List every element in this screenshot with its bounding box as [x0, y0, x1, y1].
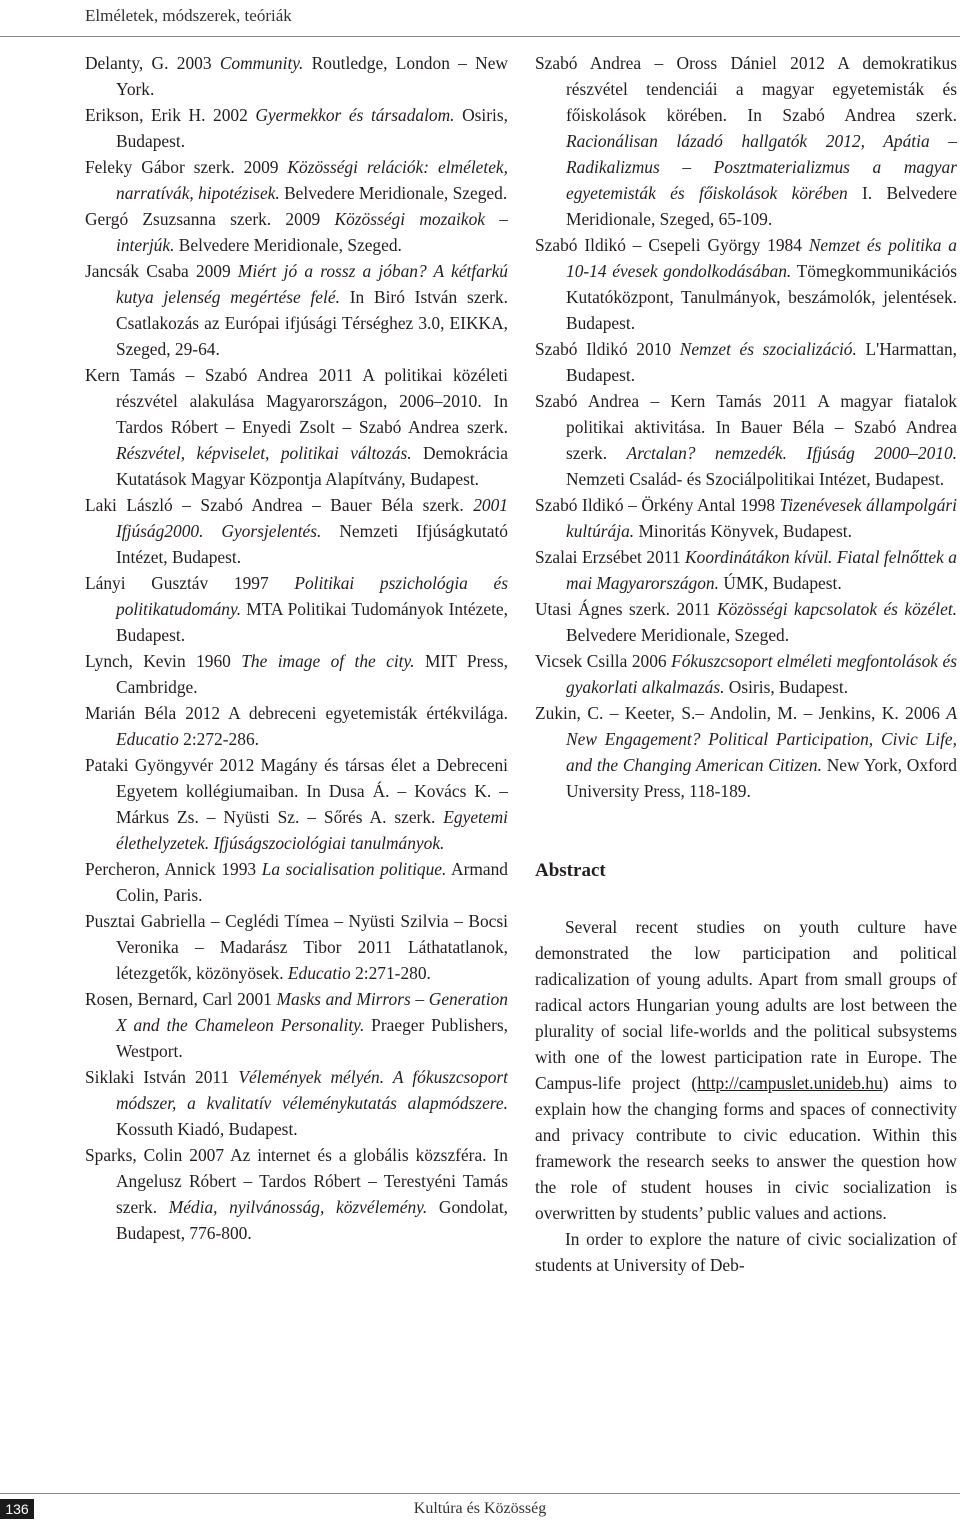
reference-title: Masks and Mirrors – Generation X and the Chameleon Personality. [116, 989, 508, 1035]
reference-entry [535, 596, 957, 648]
reference-entry [535, 544, 957, 596]
reference-title: Politikai pszichológia és politikatudomány. [116, 573, 509, 619]
reference-title: Gyermekkor és társadalom. [255, 105, 455, 125]
running-title: Elméletek, módszerek, teóriák [85, 6, 292, 25]
reference-text: Kossuth Kiadó, Budapest. [116, 1119, 298, 1139]
reference-entry [85, 908, 508, 986]
reference-entry [85, 50, 508, 102]
reference-text: Laki László – Szabó Andrea – Bauer Béla szerk. [85, 495, 474, 515]
reference-title: Koordinátákon kívül. Fiatal felnőttek a mai Magyarországon. [566, 547, 957, 593]
reference-text: Lányi Gusztáv 1997 [85, 573, 295, 593]
reference-text: Routledge, London – New York. [116, 53, 508, 99]
reference-title: Részvétel, képviselet, politikai változás. [116, 443, 412, 463]
reference-text: Rosen, Bernard, Carl 2001 [85, 989, 277, 1009]
abstract-heading: Abstract [535, 860, 606, 881]
reference-entry [85, 856, 508, 908]
reference-entry [535, 388, 957, 492]
reference-entry [85, 570, 508, 648]
reference-title: Közösségi mozaikok – interjúk. [116, 209, 508, 255]
reference-text: Osiris, Budapest. [724, 677, 849, 697]
reference-text: 2:271-280. [350, 963, 431, 983]
reference-text: Szabó Ildikó – Csepeli György 1984 [535, 235, 809, 255]
reference-entry [85, 492, 508, 570]
reference-text: Erikson, Erik H. 2002 [85, 105, 256, 125]
abstract-paragraph-1 [535, 914, 957, 1226]
reference-entry [85, 206, 508, 258]
reference-entry [85, 102, 508, 154]
reference-text: Szabó Andrea – Oross Dániel 2012 A demokratikus részvétel tendenciái a magyar egyetemisták és főiskolások körében. In Szabó Andrea szerk. [535, 53, 957, 125]
references-right-list [535, 50, 957, 804]
reference-text: Kern Tamás – Szabó Andrea 2011 A politikai közéleti részvétel alakulása Magyarországon, 2006–2010. In Tardos Róbert – Enyedi Zsolt – Szabó Andrea szerk. [85, 365, 508, 437]
reference-text: Jancsák Csaba 2009 [85, 261, 238, 281]
reference-title: La socialisation politique. [261, 859, 447, 879]
reference-title: The image of the city. [241, 651, 415, 671]
reference-text: Percheron, Annick 1993 [85, 859, 262, 879]
reference-text: Sparks, Colin 2007 Az internet és a globális közszféra. In Angelusz Róbert – Tardos Róbert – Terestyéni Tamás szerk. [85, 1145, 508, 1217]
reference-text: Gergó Zsuzsanna szerk. 2009 [85, 209, 335, 229]
abstract-text-after-link: ) aims to explain how the changing forms and spaces of connectivity and privacy contribute to civic education. Within this framework the research seeks to answer the question how the role of student houses in civic socialization is overwritten by students’ public values and actions. [535, 1073, 957, 1223]
reference-text: MTA Politikai Tudományok Intézete, Budapest. [116, 599, 508, 645]
reference-entry [85, 362, 508, 492]
abstract-paragraph-2: In order to explore the nature of civic socialization of students at University of Deb- [535, 1229, 957, 1275]
reference-title: A New Engagement? Political Participation, Civic Life, and the Changing American Citizen. [566, 703, 957, 775]
reference-text: Siklaki István 2011 [85, 1067, 239, 1087]
reference-entry [85, 700, 508, 752]
reference-title: Közösségi relációk: elméletek, narratívák, hipotézisek. [116, 157, 508, 203]
reference-entry [535, 700, 957, 804]
reference-text: L'Harmattan, Budapest. [566, 339, 957, 385]
reference-text: Belvedere Meridionale, Szeged. [174, 235, 402, 255]
reference-title: Tizenévesek állampolgári kultúrája. [566, 495, 957, 541]
reference-entry [535, 492, 957, 544]
reference-title: Média, nyilvánosság, közvélemény. [168, 1197, 428, 1217]
reference-entry [85, 258, 508, 362]
reference-text: MIT Press, Cambridge. [116, 651, 508, 697]
reference-text: In Biró István szerk. Csatlakozás az Európai ifjúsági Térséghez 3.0, EIKKA, Szeged, 29-64. [116, 287, 508, 359]
reference-title: Arctalan? nemzedék. Ifjúság 2000–2010. [626, 443, 957, 463]
reference-entry [535, 232, 957, 336]
references-left-column [85, 50, 508, 1246]
reference-title: Educatio [116, 729, 179, 749]
reference-title: Nemzet és politika a 10-14 évesek gondolkodásában. [566, 235, 957, 281]
reference-title: 2001 Ifjúság2000. Gyorsjelentés. [116, 495, 508, 541]
reference-text: Szabó Ildikó – Örkény Antal 1998 [535, 495, 780, 515]
reference-text: 2:272-286. [178, 729, 259, 749]
reference-text: I. Belvedere Meridionale, Szeged, 65-109. [566, 183, 957, 229]
reference-text: Praeger Publishers, Westport. [116, 1015, 508, 1061]
reference-text: Belvedere Meridionale, Szeged. [566, 625, 790, 645]
reference-text: Delanty, G. 2003 [85, 53, 220, 73]
reference-text: New York, Oxford University Press, 118-189. [566, 755, 958, 801]
reference-text: Zukin, C. – Keeter, S.– Andolin, M. – Jenkins, K. 2006 [535, 703, 947, 723]
reference-text: Belvedere Meridionale, Szeged. [279, 183, 508, 203]
reference-title: Vélemények mélyén. A fókuszcsoport módszer, a kvalitatív véleménykutatás alapmódszere. [116, 1067, 508, 1113]
reference-title: Educatio [287, 963, 351, 983]
footer-divider [0, 1493, 960, 1494]
reference-entry [85, 1142, 508, 1246]
reference-text: Armand Colin, Paris. [116, 859, 508, 905]
reference-title: Nemzet és szocializáció. [679, 339, 857, 359]
reference-entry [85, 752, 508, 856]
reference-text: Minoritás Könyvek, Budapest. [634, 521, 852, 541]
reference-text: Szabó Andrea – Kern Tamás 2011 A magyar fiatalok politikai aktivitása. In Bauer Béla – Szabó Andrea szerk. [535, 391, 957, 463]
reference-text: Szalai Erzsébet 2011 [535, 547, 686, 567]
reference-text: Gondolat, Budapest, 776-800. [116, 1197, 508, 1243]
reference-entry [535, 50, 957, 232]
reference-entry [535, 648, 957, 700]
header-divider [0, 36, 960, 37]
reference-title: Community. [219, 53, 304, 73]
page-number: 136 [0, 1499, 34, 1519]
reference-entry [535, 336, 957, 388]
reference-text: Szabó Ildikó 2010 [535, 339, 680, 359]
reference-text: Nemzeti Ifjúságkutató Intézet, Budapest. [116, 521, 508, 567]
reference-text: Osiris, Budapest. [116, 105, 508, 151]
references-right-column [535, 50, 957, 1278]
reference-text: Utasi Ágnes szerk. 2011 [535, 599, 718, 619]
reference-text: Marián Béla 2012 A debreceni egyetemisták értékvilága. [85, 703, 508, 723]
reference-title: Fókuszcsoport elméleti megfontolások és gyakorlati alkalmazás. [566, 651, 957, 697]
reference-entry [85, 154, 508, 206]
reference-text: Demokrácia Kutatások Magyar Központja Alapítvány, Budapest. [116, 443, 508, 489]
reference-text: Vicsek Csilla 2006 [535, 651, 672, 671]
reference-text: Tömegkommunikációs Kutatóközpont, Tanulmányok, beszámolók, jelentések. Budapest. [566, 261, 958, 333]
project-link[interactable]: http://campuslet.unideb.hu [697, 1073, 883, 1093]
reference-text: Nemzeti Család- és Szociálpolitikai Intézet, Budapest. [566, 469, 945, 489]
reference-text: Pataki Gyöngyvér 2012 Magány és társas élet a Debreceni Egyetem kollégiumaiban. In Dusa Á. – Kovács K. – Márkus Zs. – Nyüsti Sz. – Sőrés A. szerk. [85, 755, 508, 827]
reference-title: Közösségi kapcsolatok és közélet. [717, 599, 957, 619]
reference-text: Lynch, Kevin 1960 [85, 651, 242, 671]
reference-text: Pusztai Gabriella – Ceglédi Tímea – Nyüsti Szilvia – Bocsi Veronika – Madarász Tibor 2011 Láthatatlanok, létezgetők, közönyösek. [85, 911, 508, 983]
reference-title: Egyetemi élethelyzetek. Ifjúságszociológiai tanulmányok. [116, 807, 508, 853]
reference-text: Feleky Gábor szerk. 2009 [85, 157, 288, 177]
abstract-text-before-link: Several recent studies on youth culture have demonstrated the low participation and political radicalization of young adults. Apart from small groups of radical actors Hungarian young adults are lost between the plurality of social life-worlds and the political subsystems with one of the lowest participation rate in Europe. The Campus-life project ( [535, 917, 957, 1093]
reference-entry [85, 1064, 508, 1142]
reference-entry [85, 986, 508, 1064]
reference-title: Racionálisan lázadó hallgatók 2012, Apátia – Radikalizmus – Posztmaterializmus a magyar egyetemisták és főiskolások körében [566, 131, 957, 203]
reference-text: ÚMK, Budapest. [718, 573, 842, 593]
reference-entry [85, 648, 508, 700]
reference-title: Miért jó a rossz a jóban? A kétfarkú kutya jelenség megértése felé. [116, 261, 508, 307]
journal-name: Kultúra és Közösség [413, 1500, 547, 1517]
